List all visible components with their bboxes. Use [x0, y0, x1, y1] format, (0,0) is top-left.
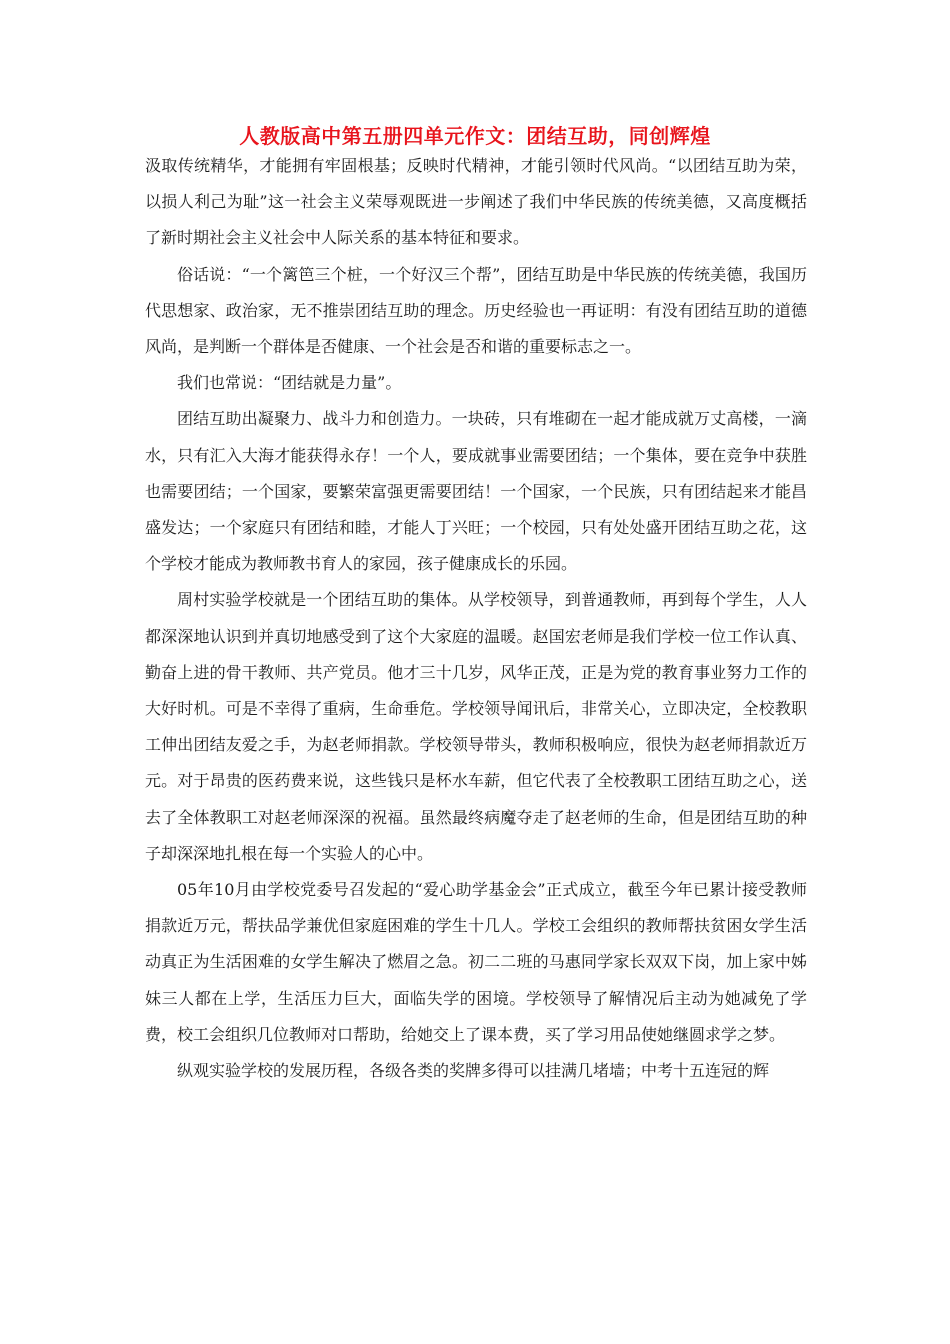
paragraph: 纵观实验学校的发展历程，各级各类的奖牌多得可以挂满几堵墙；中考十五连冠的辉 [177, 1061, 770, 1081]
document-title: 人教版高中第五册四单元作文：团结互助，同创辉煌 [239, 124, 711, 148]
paragraph: 周村实验学校就是一个团结互助的集体。从学校领导，到普通教师，再到每个学生，人人都深深地认识到并真切地感受到了这个大家庭的温暖。赵国宏老师是我们学校一位工作认真、勤奋上进的骨干教师、共产党员。他才三十几岁，风华正茂，正是为党的教育事业努力工作的大好时机。可是不幸得了重病，生命垂危。学校领导闻讯后，非常关心，立即决定，全校教职工伸出团结友爱之手，为赵老师捐款。学校领导带头，教师积极响应，很快为赵老师捐款近万元。对于昂贵的医药费来说，这些钱只是杯水车薪，但它代表了全校教职工团结互助之心，送去了全体教职工对赵老师深深的祝福。虽然最终病魔夺走了赵老师的生命，但是团结互助的种子却深深地扎根在每一个实验人的心中。 [145, 590, 807, 863]
paragraph: 汲取传统精华，才能拥有牢固根基；反映时代精神，才能引领时代风尚。“以团结互助为荣，以损人利己为耻”这一社会主义荣辱观既进一步阐述了我们中华民族的传统美德，又高度概括了新时期社会主义社会中人际关系的基本特征和要求。 [145, 156, 807, 248]
paragraph: 俗话说：“一个篱笆三个桩，一个好汉三个帮”，团结互助是中华民族的传统美德，我国历代思想家、政治家，无不推崇团结互助的理念。历史经验也一再证明：有没有团结互助的道德风尚，是判断一个群体是否健康、一个社会是否和谐的重要标志之一。 [145, 264, 807, 357]
paragraph: 团结互助出凝聚力、战斗力和创造力。一块砖，只有堆砌在一起才能成就万丈高楼，一滴水，只有汇入大海才能获得永存！一个人，要成就事业需要团结；一个集体，要在竞争中获胜也需要团结；一个国家，要繁荣富强更需要团结！一个国家，一个民族，只有团结起来才能昌盛发达；一个家庭只有团结和睦，才能人丁兴旺；一个校园，只有处处盛开团结互助之花，这个学校才能成为教师教书育人的家园，孩子健康成长的乐园。 [145, 409, 807, 574]
paragraph: 我们也常说：“团结就是力量”。 [177, 373, 402, 393]
document-body [145, 148, 807, 1089]
paragraph: 05年10月由学校党委号召发起的“爱心助学基金会”正式成立，截至今年已累计接受教师捐款近万元，帮扶品学兼优但家庭困难的学生十几人。学校工会组织的教师帮扶贫困女学生活动真正为生活困难的女学生解决了燃眉之急。初二二班的马惠同学家长双双下岗，加上家中姊妹三人都在上学，生活压力巨大，面临失学的困境。学校领导了解情况后主动为她减免了学费，校工会组织几位教师对口帮助，给她交上了课本费，买了学习用品使她继圆求学之梦。 [145, 880, 807, 1044]
